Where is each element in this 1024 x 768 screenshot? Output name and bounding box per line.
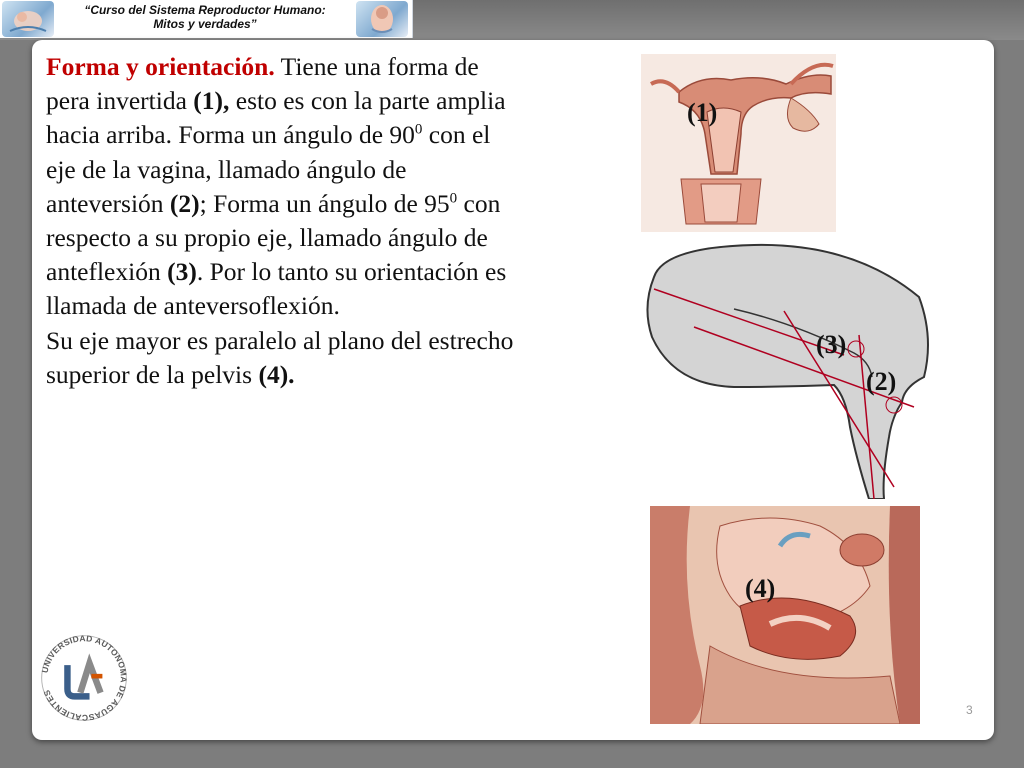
- figure-label-3: (3): [816, 330, 847, 359]
- banner-title-line2: Mitos y verdades”: [153, 17, 257, 31]
- text-run: esto es con la parte amplia hacia arriba. Forma un ángulo de 90: [46, 86, 506, 150]
- pelvis-section-figure: [650, 506, 920, 724]
- slide: [32, 40, 994, 740]
- banner-right-image: [356, 1, 408, 37]
- paragraph-2: [46, 324, 516, 392]
- pelvis-section-illustration: [650, 506, 920, 724]
- uterus-frontal-figure: [641, 54, 836, 232]
- page-number: 3: [966, 703, 973, 717]
- figure-label-2: (2): [866, 367, 897, 396]
- university-logo: [38, 632, 130, 724]
- degree-sup: 0: [414, 121, 423, 138]
- ref-4: (4).: [258, 359, 295, 389]
- header-banner: [0, 0, 413, 38]
- text-run: . Por lo tanto su orientación es llamada de anteversoflexión.: [46, 257, 507, 321]
- banner-title-line1: “Curso del Sistema Reproductor Humano:: [84, 3, 326, 17]
- text-run: Tiene una forma de pera invertida: [46, 52, 479, 116]
- text-run: Su eje mayor es paralelo al plano del estrecho superior de la pelvis: [46, 325, 514, 389]
- degree-sup: 0: [449, 190, 458, 207]
- text-run: ; Forma un ángulo de 95: [199, 188, 450, 218]
- logo-arc-text: UNIVERSIDAD AUTONOMA DE AGUASCALIENTES: [39, 633, 129, 723]
- text-run: con respecto a su propio eje, llamado ángulo de anteflexión: [46, 188, 501, 287]
- angle-diagram-figure: [634, 237, 934, 499]
- section-heading: Forma y orientación.: [46, 52, 275, 81]
- banner-title: [58, 3, 352, 31]
- text-run: con el eje de la vagina, llamado ángulo de anteversión: [46, 120, 491, 218]
- paragraph-1: [46, 50, 516, 324]
- ref-3: (3): [167, 257, 197, 287]
- figure-label-1: (1): [687, 98, 718, 127]
- banner-left-image: [2, 1, 54, 37]
- figure-label-4: (4): [745, 574, 776, 603]
- ref-1: (1),: [193, 86, 230, 116]
- uterus-frontal-illustration: [641, 54, 836, 232]
- body-text: [46, 50, 516, 392]
- ref-2: (2): [169, 188, 200, 218]
